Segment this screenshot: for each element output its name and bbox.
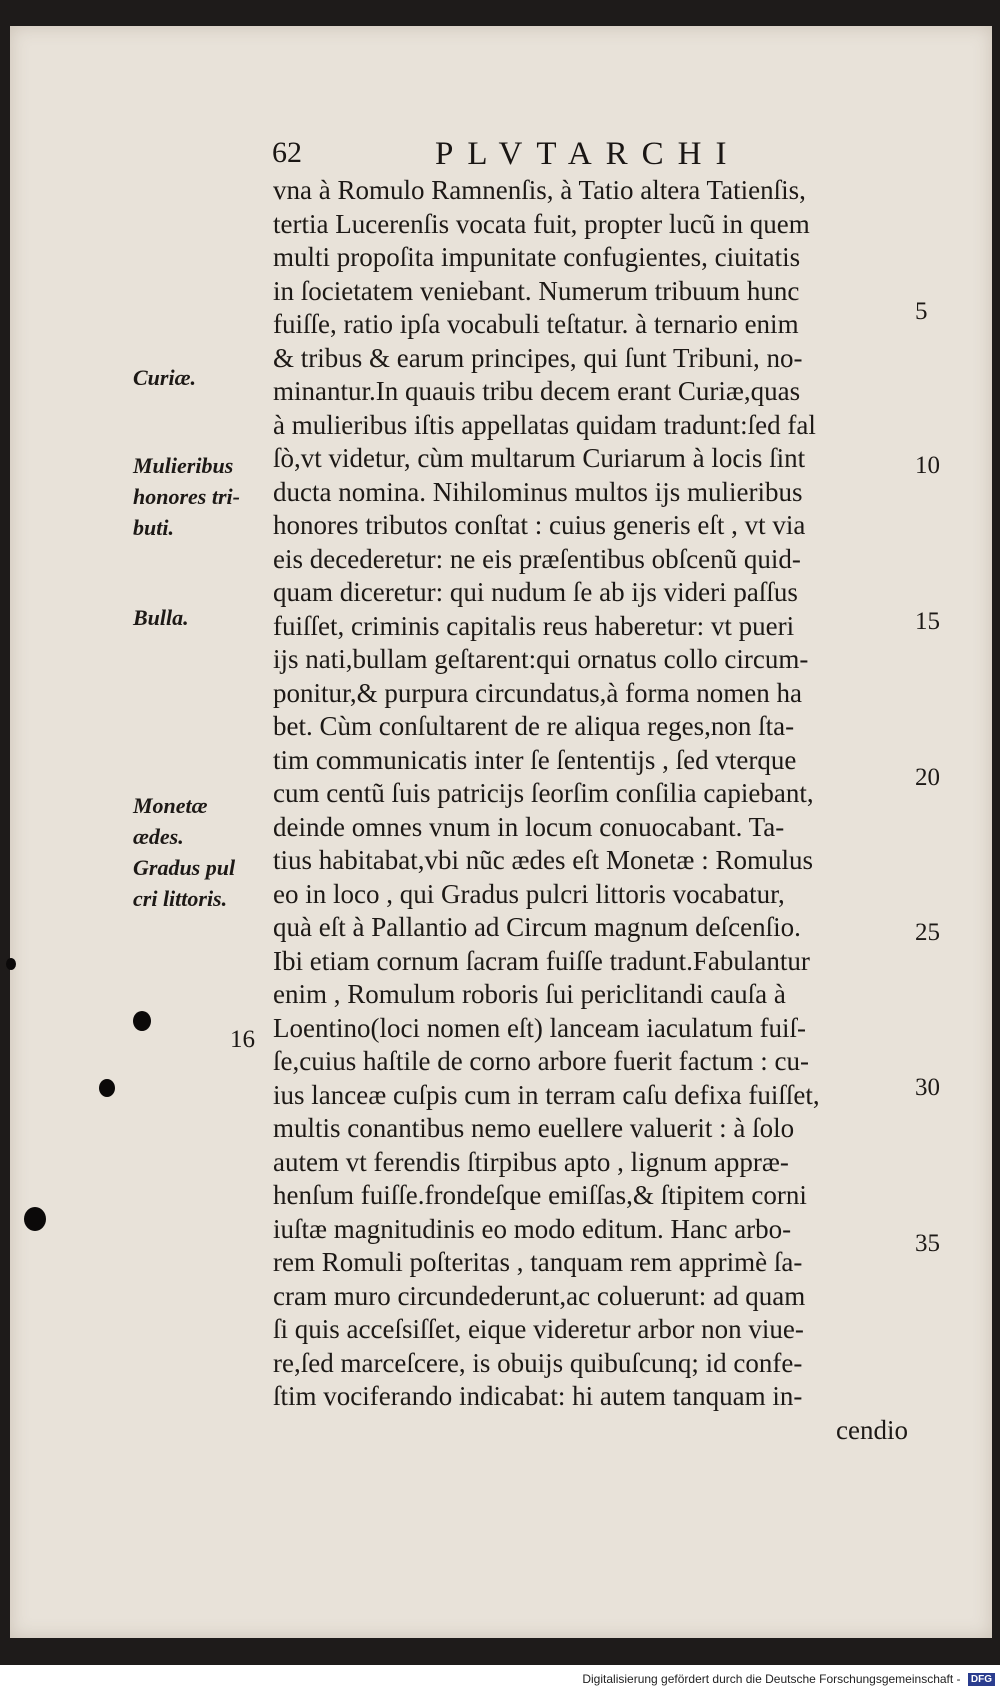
line-number: 25 <box>915 919 940 946</box>
text-line: à mulieribus iſtis appellatas quidam tradunt:ſed fal <box>273 409 816 440</box>
text-line: multis conantibus nemo euellere valuerit : à ſolo <box>273 1113 795 1143</box>
line-number: 30 <box>915 1074 940 1101</box>
text-line: vna à Romulo Ramnenſis, à Tatio altera Tatienſis, <box>273 175 806 205</box>
running-title: PLVTARCHI <box>435 136 741 172</box>
line-number: 35 <box>915 1230 940 1257</box>
text-line: Ibi etiam cornum ſacram fuiſſe tradunt.Fabulantur <box>273 945 810 976</box>
text-line: bet. Cùm conſultarent de re aliqua reges,non ſta- <box>273 711 795 741</box>
text-line: ius lanceæ cuſpis cum in terram caſu defixa fuiſſet, <box>273 1079 820 1110</box>
text-line: minantur.In quauis tribu decem erant Curiæ,quas <box>273 376 801 406</box>
book-page <box>10 26 992 1638</box>
text-line: ponitur,& purpura circundatus,à forma nomen ha <box>273 677 803 708</box>
margin-note: Curiæ. <box>133 365 196 390</box>
text-line: ſtim vociferando indicabat: hi autem tanquam in- <box>273 1381 803 1411</box>
line-number: 10 <box>915 452 940 479</box>
margin-note: Mulieribus <box>133 453 234 478</box>
text-line: ijs nati,bullam geſtarent:qui ornatus collo circum- <box>273 644 809 674</box>
text-line: ducta nomina. Nihilominus multos ijs mulieribus <box>273 476 803 507</box>
body-text <box>273 174 908 1447</box>
text-line: enim , Romulum roboris ſui periclitandi cauſa à <box>273 979 786 1009</box>
punch-hole <box>133 1011 151 1031</box>
margin-note: honores tri- <box>133 484 240 509</box>
margin-note: Gradus pul <box>133 855 236 880</box>
text-line: iuſtæ magnitudinis eo modo editum. Hanc arbo- <box>273 1213 792 1244</box>
text-line: cram muro circundederunt,ac coluerunt: ad quam <box>273 1280 806 1311</box>
margin-note: ædes. <box>133 824 184 849</box>
text-line: rem Romuli poſteritas , tanquam rem apprimè ſa- <box>273 1247 803 1277</box>
text-line: in ſocietatem veniebant. Numerum tribuum hunc <box>273 275 800 306</box>
text-line: autem vt ferendis ſtirpibus apto , lignum appræ- <box>273 1146 789 1177</box>
line-number: 20 <box>915 764 940 791</box>
punch-hole <box>6 958 16 970</box>
dfg-logo: DFG <box>968 1673 995 1686</box>
line-number: 5 <box>915 298 928 325</box>
text-line: fuiſſet, criminis capitalis reus haberetur: vt pueri <box>273 610 795 641</box>
margin-note: Bulla. <box>133 605 189 630</box>
text-line: quà eſt à Pallantio ad Circum magnum deſcenſio. <box>273 912 801 942</box>
text-line: re,ſed marceſcere, is obuijs quibuſcunq; id confe- <box>273 1347 803 1378</box>
text-line: quam diceretur: qui nudum ſe ab ijs videri paſſus <box>273 577 798 607</box>
text-line: honores tributos conſtat : cuius generis eſt , vt via <box>273 510 806 540</box>
text-line: ſe,cuius haſtile de corno arbore fuerit factum : cu- <box>273 1046 810 1076</box>
margin-note: cri littoris. <box>133 886 228 911</box>
text-line: fuiſſe, ratio ipſa vocabuli teſtatur. à ternario enim <box>273 309 799 339</box>
text-line: cum centũ ſuis patricijs ſeorſim conſilia capiebant, <box>273 778 814 808</box>
text-line: henſum fuiſſe.frondeſque emiſſas,& ſtipitem corni <box>273 1180 807 1210</box>
margin-note: buti. <box>133 515 174 540</box>
page-number: 62 <box>272 136 302 169</box>
text-line: deinde omnes vnum in locum conuocabant. Ta- <box>273 811 785 842</box>
footer <box>0 1672 995 1686</box>
punch-hole <box>99 1079 115 1097</box>
text-line: tim communicatis inter ſe ſententijs , ſed vterque <box>273 744 797 775</box>
text-line: ſi quis acceſsiſſet, eique videretur arbor non viue- <box>273 1314 804 1344</box>
text-line: tertia Lucerenſis vocata fuit, propter lucũ in quem <box>273 208 810 239</box>
footer-text: Digitalisierung gefördert durch die Deutsche Forschungsgemeinschaft - <box>582 1672 961 1686</box>
text-line: eo in loco , qui Gradus pulcri littoris vocabatur, <box>273 878 785 909</box>
line-number: 15 <box>915 608 940 635</box>
signature-mark: 16 <box>230 1026 255 1053</box>
catchword: cendio <box>836 1414 908 1445</box>
text-line: ſò,vt videtur, cùm multarum Curiarum à locis ſint <box>273 443 806 473</box>
text-line: & tribus & earum principes, qui ſunt Tribuni, no- <box>273 342 803 373</box>
margin-note: Monetæ <box>133 793 208 818</box>
text-line: multi propoſita impunitate confugientes, ciuitatis <box>273 242 801 272</box>
text-line: Loentino(loci nomen eſt) lanceam iaculatum fuiſ- <box>273 1012 807 1043</box>
punch-hole <box>24 1207 46 1231</box>
text-line: tius habitabat,vbi nũc ædes eſt Monetæ : Romulus <box>273 845 813 875</box>
text-line: eis decederetur: ne eis præſentibus obſcenũ quid- <box>273 543 801 574</box>
